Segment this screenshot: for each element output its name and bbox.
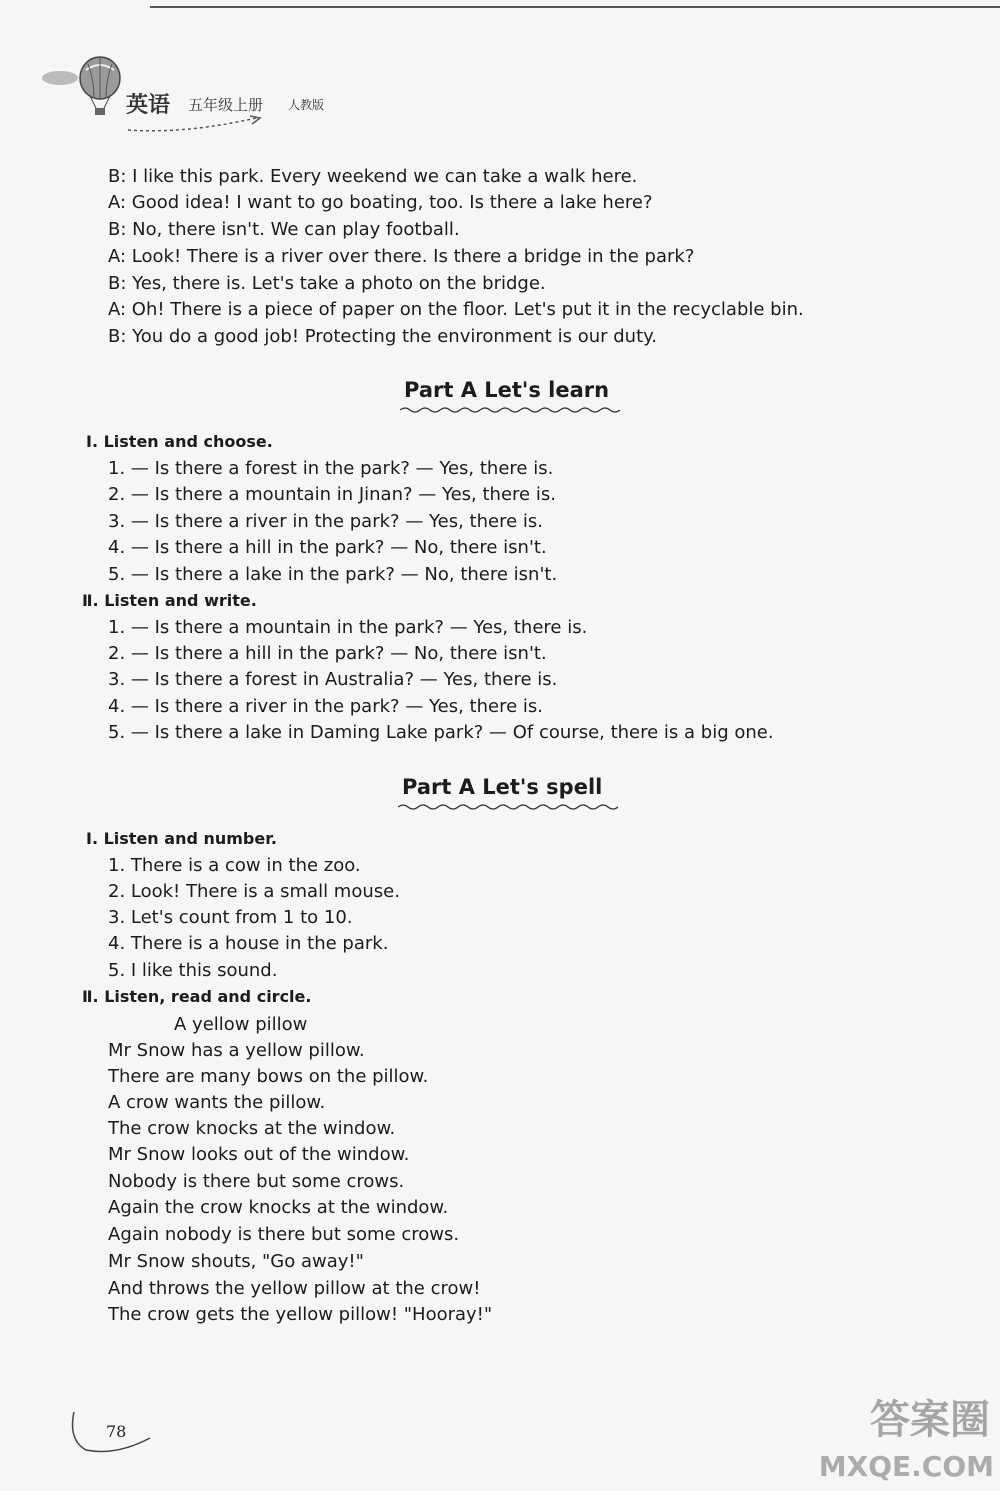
poem-title: A yellow pillow [174, 1014, 308, 1035]
section-title-spell: Part A Let's spell [402, 775, 603, 799]
exercise-heading: Ⅱ. Listen, read and circle. [82, 987, 312, 1006]
exercise-item: 1. There is a cow in the zoo. [108, 855, 361, 876]
dialogue-line: B: Yes, there is. Let's take a photo on the bridge. [108, 273, 546, 294]
poem-line: The crow gets the yellow pillow! "Hooray!" [108, 1304, 493, 1325]
subject-label: 英语 [126, 93, 171, 118]
exercise-heading: Ⅰ. Listen and choose. [86, 432, 273, 451]
hot-air-balloon-icon [76, 56, 124, 118]
exercise-item: 3. Let's count from 1 to 10. [108, 907, 353, 928]
title-wave-underline [400, 406, 622, 414]
poem-line: Mr Snow shouts, "Go away!" [108, 1251, 364, 1272]
title-wave-underline [398, 803, 620, 811]
section-title-learn: Part A Let's learn [404, 378, 610, 402]
exercise-item: 1. — Is there a forest in the park? — Yes, there is. [108, 458, 554, 479]
exercise-item: 2. Look! There is a small mouse. [108, 881, 400, 902]
poem-line: Again the crow knocks at the window. [108, 1197, 449, 1218]
dialogue-line: B: You do a good job! Protecting the environment is our duty. [108, 326, 657, 347]
dotted-flight-path [126, 114, 266, 134]
watermark-url: MXQE.COM [818, 1450, 994, 1483]
exercise-heading: Ⅱ. Listen and write. [82, 591, 257, 610]
cloud-icon [40, 66, 80, 86]
page-number: 78 [106, 1422, 127, 1441]
poem-line: There are many bows on the pillow. [108, 1066, 429, 1087]
exercise-item: 2. — Is there a hill in the park? — No, there isn't. [108, 643, 547, 664]
exercise-item: 1. — Is there a mountain in the park? — Yes, there is. [108, 617, 588, 638]
exercise-heading: Ⅰ. Listen and number. [86, 829, 277, 848]
poem-line: Nobody is there but some crows. [108, 1171, 405, 1192]
grade-label: 五年级上册 [188, 96, 264, 114]
dialogue-line: A: Good idea! I want to go boating, too. Is there a lake here? [108, 192, 653, 213]
edition-label: 人教版 [288, 98, 325, 112]
dialogue-line: A: Oh! There is a piece of paper on the floor. Let's put it in the recyclable bin. [108, 299, 804, 320]
exercise-item: 5. I like this sound. [108, 960, 278, 981]
poem-line: A crow wants the pillow. [108, 1092, 326, 1113]
poem-line: And throws the yellow pillow at the crow! [108, 1278, 481, 1299]
dialogue-line: B: No, there isn't. We can play football. [108, 219, 460, 240]
poem-line: The crow knocks at the window. [108, 1118, 396, 1139]
exercise-item: 4. There is a house in the park. [108, 933, 389, 954]
poem-line: Mr Snow has a yellow pillow. [108, 1040, 365, 1061]
top-rule [150, 6, 1000, 8]
exercise-item: 2. — Is there a mountain in Jinan? — Yes, there is. [108, 484, 556, 505]
page-header [40, 52, 440, 132]
watermark-logo: 答案圈 [870, 1397, 990, 1443]
dialogue-line: A: Look! There is a river over there. Is there a bridge in the park? [108, 246, 695, 267]
exercise-item: 5. — Is there a lake in Daming Lake park? — Of course, there is a big one. [108, 722, 774, 743]
exercise-item: 3. — Is there a river in the park? — Yes, there is. [108, 511, 543, 532]
exercise-item: 4. — Is there a hill in the park? — No, there isn't. [108, 537, 547, 558]
poem-line: Mr Snow looks out of the window. [108, 1144, 410, 1165]
exercise-item: 5. — Is there a lake in the park? — No, there isn't. [108, 564, 558, 585]
poem-line: Again nobody is there but some crows. [108, 1224, 460, 1245]
exercise-item: 4. — Is there a river in the park? — Yes, there is. [108, 696, 543, 717]
dialogue-line: B: I like this park. Every weekend we can take a walk here. [108, 166, 638, 187]
exercise-item: 3. — Is there a forest in Australia? — Yes, there is. [108, 669, 558, 690]
